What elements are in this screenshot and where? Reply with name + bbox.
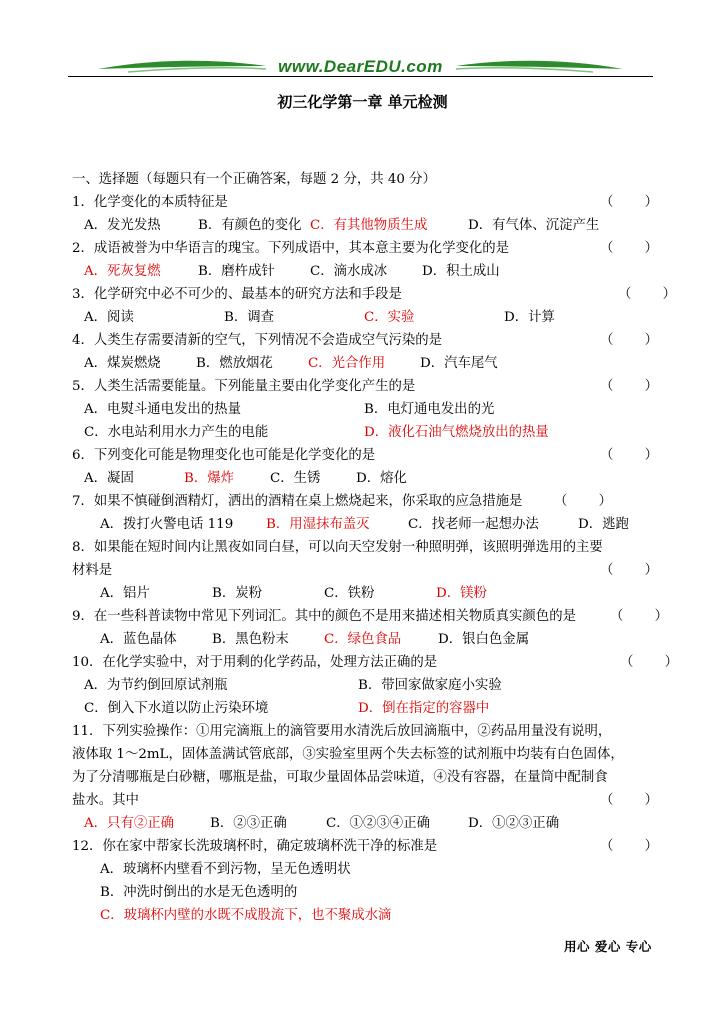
option: B．调查 <box>224 310 275 325</box>
option-line <box>72 904 662 927</box>
option: D．计算 <box>504 310 555 325</box>
option: A．蓝色晶体 <box>100 632 177 647</box>
option-correct: B．爆炸 <box>184 471 235 486</box>
option-correct: C．有其他物质生成 <box>310 218 428 233</box>
option: A．凝固 <box>84 471 134 486</box>
question-text: 液体取 1～2mL，固体盖满试管底部，③实验室里两个失去标签的试剂瓶中均装有白色固体， <box>72 747 624 762</box>
option: D．银白色金属 <box>438 632 530 647</box>
option: B．带回家做家庭小实验 <box>358 678 502 693</box>
option-correct: C．玻璃杯内壁的水既不成股流下，也不聚成水滴 <box>100 908 392 923</box>
question-stem <box>72 375 662 398</box>
page-title: 初三化学第一章 单元检测 <box>277 93 448 111</box>
answer-blank: （ ） <box>600 793 658 808</box>
option: A．为节约倒回原试剂瓶 <box>84 678 228 693</box>
question-text: 5．人类生活需要能量。下列能量主要由化学变化产生的是 <box>72 379 416 394</box>
answer-blank: （ ） <box>600 563 658 578</box>
options-row <box>72 513 662 536</box>
option: D．汽车尾气 <box>420 356 498 371</box>
option-correct: C．实验 <box>364 310 415 325</box>
question-text: 10．在化学实验中，对于用剩的化学药品，处理方法正确的是 <box>72 655 438 670</box>
option: C．滴水成冰 <box>310 264 388 279</box>
answer-blank: （ ） <box>620 655 678 670</box>
option: D．积土成山 <box>422 264 500 279</box>
question-text: 3．化学研究中必不可少的、最基本的研究方法和手段是 <box>72 287 402 302</box>
answer-blank: （ ） <box>554 494 612 509</box>
answer-blank: （ ） <box>618 287 676 302</box>
question-stem <box>72 789 662 812</box>
question-text: 8．如果能在短时间内让黑夜如同白昼，可以向天空发射一种照明弹，该照明弹选用的主要 <box>72 540 603 555</box>
option-correct: D．倒在指定的容器中 <box>358 701 490 716</box>
answer-blank: （ ） <box>600 379 658 394</box>
option: B．磨杵成针 <box>198 264 275 279</box>
option: A．阅读 <box>84 310 134 325</box>
option: C．①②③④正确 <box>326 816 430 831</box>
section-heading: 一、选择题（每题只有一个正确答案，每题 2 分，共 40 分） <box>72 172 436 187</box>
option: D．有气体、沉淀产生 <box>468 218 600 233</box>
question-text: 6．下列变化可能是物理变化也可能是化学变化的是 <box>72 448 376 463</box>
options-row <box>72 582 662 605</box>
option-line <box>72 858 662 881</box>
option-correct: A．只有②正确 <box>84 816 175 831</box>
answer-blank: （ ） <box>600 195 658 210</box>
question-stem <box>72 605 668 628</box>
option: B．有颜色的变化 <box>198 218 302 233</box>
question-stem <box>72 191 662 214</box>
options-row <box>72 628 662 651</box>
question-text: 4．人类生存需要清新的空气，下列情况不会造成空气污染的是 <box>72 333 443 348</box>
option: A．拨打火警电话 119 <box>100 517 234 532</box>
question-stem <box>72 237 662 260</box>
answer-blank: （ ） <box>600 448 658 463</box>
answer-blank: （ ） <box>600 839 658 854</box>
question-text: 2．成语被誉为中华语言的瑰宝。下列成语中，其本意主要为化学变化的是 <box>72 241 510 256</box>
question-stem <box>72 720 662 743</box>
header-divider <box>68 76 653 77</box>
question-stem <box>72 329 662 352</box>
options-row <box>72 697 662 720</box>
question-text: 7．如果不慎碰倒酒精灯，洒出的酒精在桌上燃烧起来，你采取的应急措施是 <box>72 494 523 509</box>
options-row <box>72 214 662 237</box>
option: A．玻璃杯内壁看不到污物，呈无色透明状 <box>100 862 351 877</box>
footer-motto: 用心 爱心 专心 <box>564 939 652 954</box>
question-text: 为了分清哪瓶是白砂糖，哪瓶是盐，可取少量固体品尝味道，④没有容器，在量筒中配制食 <box>72 770 608 785</box>
question-stem <box>72 559 662 582</box>
banner-site-name[interactable]: www.DearEDU.com <box>278 57 443 76</box>
option: A．电熨斗通电发出的热量 <box>84 402 241 417</box>
question-stem <box>72 536 662 559</box>
question-stem <box>72 766 662 789</box>
options-row <box>72 674 662 697</box>
option: B．电灯通电发出的光 <box>364 402 495 417</box>
option: B．冲洗时倒出的水是无色透明的 <box>100 885 298 900</box>
options-row <box>72 467 662 490</box>
question-text: 11．下列实验操作：①用完滴瓶上的滴管要用水清洗后放回滴瓶中，②药品用量没有说明， <box>72 724 612 739</box>
option: C．找老师一起想办法 <box>408 517 539 532</box>
options-row <box>72 421 662 444</box>
option: A．煤炭燃烧 <box>84 356 161 371</box>
option: D．熔化 <box>356 471 407 486</box>
answer-blank: （ ） <box>600 241 658 256</box>
option: B．燃放烟花 <box>196 356 273 371</box>
question-text: 1．化学变化的本质特征是 <box>72 195 228 210</box>
question-text: 材料是 <box>72 563 113 578</box>
option: A．铝片 <box>100 586 150 601</box>
option-correct: B．用湿抹布盖灭 <box>266 517 370 532</box>
options-row <box>72 260 662 283</box>
question-stem <box>72 835 662 858</box>
options-row <box>72 398 662 421</box>
options-row <box>72 352 662 375</box>
question-stem <box>72 283 676 306</box>
option-correct: C．绿色食品 <box>324 632 402 647</box>
question-stem <box>72 651 678 674</box>
option: C．生锈 <box>270 471 321 486</box>
option-correct: C．光合作用 <box>308 356 386 371</box>
site-banner <box>68 52 653 82</box>
question-text: 12．你在家中帮家长洗玻璃杯时，确定玻璃杯洗干净的标准是 <box>72 839 438 854</box>
option: B．②③正确 <box>210 816 287 831</box>
answer-blank: （ ） <box>610 609 668 624</box>
options-row <box>72 306 662 329</box>
option: B．炭粉 <box>212 586 263 601</box>
question-text: 盐水。其中 <box>72 793 139 808</box>
option: A．发光发热 <box>84 218 161 233</box>
answer-blank: （ ） <box>600 333 658 348</box>
option: C．水电站利用水力产生的电能 <box>84 425 269 440</box>
option: C．铁粉 <box>324 586 375 601</box>
option-line <box>72 881 662 904</box>
option: D．逃跑 <box>578 517 629 532</box>
options-row <box>72 812 662 835</box>
question-stem <box>72 444 662 467</box>
question-stem <box>72 490 662 513</box>
option-correct: A．死灰复燃 <box>84 264 161 279</box>
question-text: 9．在一些科普读物中常见下列词汇。其中的颜色不是用来描述相关物质真实颜色的是 <box>72 609 576 624</box>
option: C．倒入下水道以防止污染环境 <box>84 701 269 716</box>
question-stem <box>72 743 662 766</box>
option: D．①②③正确 <box>468 816 560 831</box>
option-correct: D．镁粉 <box>436 586 487 601</box>
option: B．黑色粉末 <box>212 632 289 647</box>
option-correct: D．液化石油气燃烧放出的热量 <box>364 425 549 440</box>
exam-content <box>72 168 678 927</box>
